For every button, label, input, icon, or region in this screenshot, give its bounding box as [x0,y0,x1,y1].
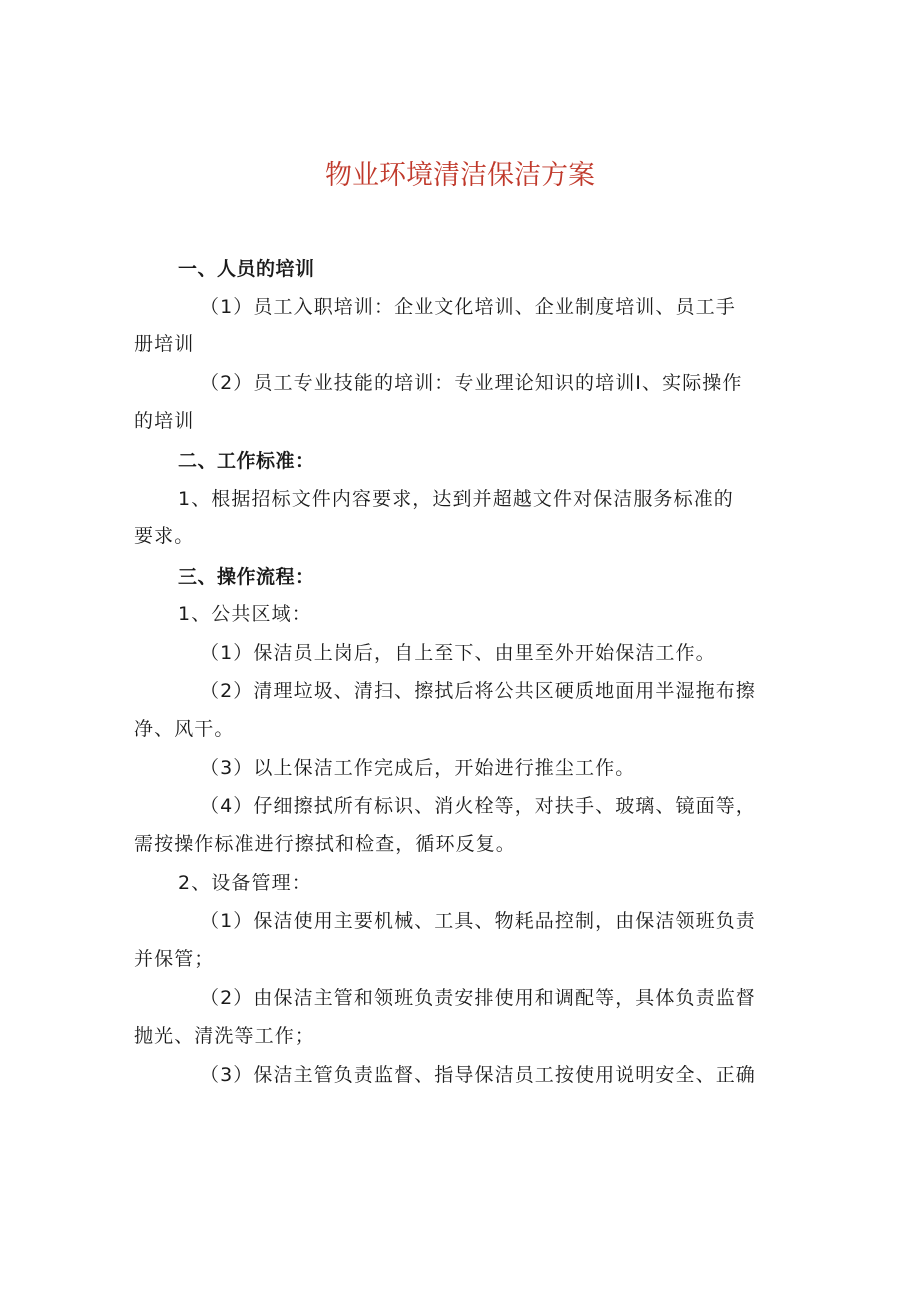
paragraph-line: 册培训 [134,333,195,355]
paragraph-line: （2）清理垃圾、清扫、擦拭后将公共区硬质地面用半湿拖布擦 [200,680,756,702]
paragraph-line: （3）以上保洁工作完成后，开始进行推尘工作。 [200,757,636,779]
paragraph-line: （1）员工入职培训：企业文化培训、企业制度培训、员工手 [200,296,736,318]
paragraph-line: （2）由保洁主管和领班负责安排使用和调配等，具体负责监督 [200,987,756,1009]
paragraph-line: （3）保洁主管负责监督、指导保洁员工按使用说明安全、正确 [200,1064,756,1086]
paragraph-line: （1）保洁员上岗后，自上至下、由里至外开始保洁工作。 [200,642,716,664]
paragraph-line: 并保管； [134,948,215,970]
paragraph-line: （1）保洁使用主要机械、工具、物耗品控制，由保洁领班负责 [200,910,756,932]
paragraph-line: 净、风干。 [134,718,235,740]
paragraph-line: 需按操作标准进行擦拭和检查，循环反复。 [134,833,516,855]
subsection-heading-public-area: 1、公共区域： [178,603,312,625]
section-heading-standards: 二、工作标准： [178,450,315,472]
paragraph-line: （4）仔细擦拭所有标识、消火栓等，对扶手、玻璃、镜面等， [200,795,756,817]
paragraph-line: 要求。 [134,525,195,547]
section-heading-training: 一、人员的培训 [178,258,315,280]
document-title: 物业环境清洁保洁方案 [325,160,595,191]
paragraph-line: （2）员工专业技能的培训：专业理论知识的培训Ⅰ、实际操作 [200,372,743,394]
subsection-heading-equipment: 2、设备管理： [178,872,312,894]
paragraph-line: 的培训 [134,410,195,432]
section-heading-process: 三、操作流程： [178,566,315,588]
paragraph-line: 1、根据招标文件内容要求，达到并超越文件对保洁服务标准的 [178,488,734,510]
paragraph-line: 抛光、清洗等工作； [134,1025,315,1047]
